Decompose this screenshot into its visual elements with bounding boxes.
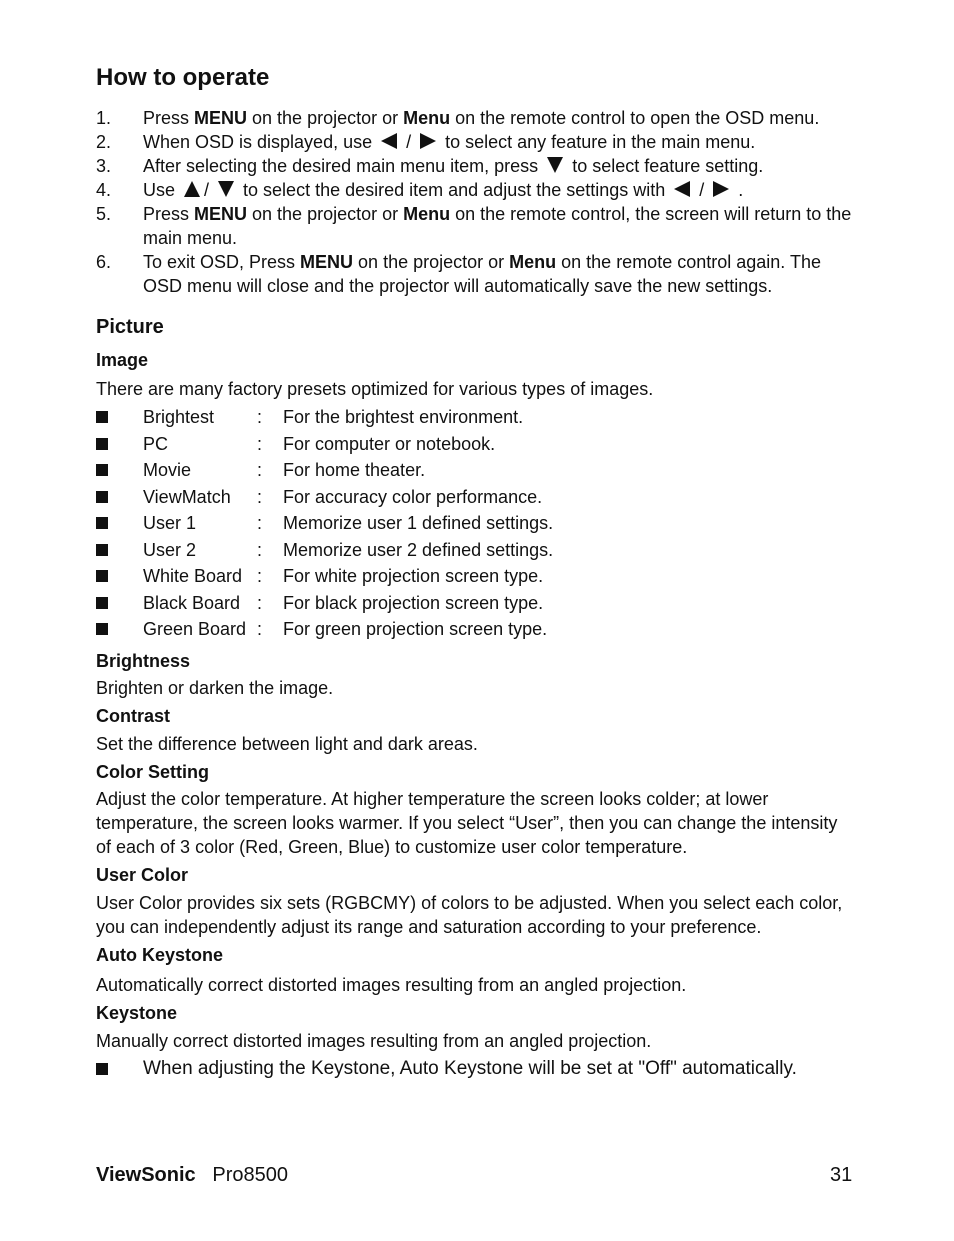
page-number: 31 [830, 1164, 853, 1186]
step-3 [96, 154, 856, 178]
menu-key: Menu [509, 252, 557, 272]
note-text: When adjusting the Keystone, Auto Keystone will be set at "Off" automatically. [143, 1058, 797, 1079]
colon: : [257, 539, 263, 560]
bullet-icon [96, 491, 108, 503]
preset-name: Movie [143, 460, 192, 480]
separator: / [694, 180, 710, 200]
list-item [96, 590, 553, 617]
step-text: on the projector or [353, 252, 510, 272]
list-item [96, 404, 553, 431]
bullet-icon [96, 517, 108, 529]
colon: : [257, 433, 263, 454]
bullet-icon [96, 570, 108, 582]
list-item [96, 510, 553, 537]
step-text: on the projector or [247, 204, 404, 224]
preset-name: White Board [143, 566, 243, 586]
step-text: to select feature setting. [567, 156, 764, 176]
brand-name: ViewSonic [96, 1164, 196, 1186]
colon: : [257, 619, 263, 639]
preset-name: User 2 [143, 539, 197, 560]
up-arrow-icon [184, 181, 200, 197]
step-number: 5. [96, 204, 112, 224]
preset-desc: For the brightest environment. [283, 407, 524, 427]
down-arrow-icon [547, 157, 563, 173]
step-4 [96, 178, 856, 202]
step-5 [96, 202, 856, 250]
colon: : [257, 513, 263, 533]
colon: : [257, 486, 263, 507]
keystone-description: Manually correct distorted images resulting from an angled projection. [96, 1031, 652, 1051]
step-text: Press [143, 204, 195, 224]
preset-name: Brightest [143, 407, 215, 427]
bullet-icon [96, 597, 108, 609]
list-item [96, 563, 553, 590]
separator: / [401, 132, 417, 152]
step-number: 4. [96, 180, 112, 200]
step-text: Press [143, 108, 195, 128]
list-item [96, 457, 553, 484]
preset-desc: For white projection screen type. [283, 566, 544, 586]
contrast-description: Set the difference between light and dark areas. [96, 734, 478, 754]
steps-list [96, 106, 856, 298]
right-arrow-icon [420, 133, 436, 149]
step-number: 1. [96, 108, 112, 128]
right-arrow-icon [713, 181, 729, 197]
step-text: . [733, 180, 744, 200]
list-item [96, 616, 553, 643]
preset-desc: For home theater. [283, 460, 426, 480]
brightness-description: Brighten or darken the image. [96, 678, 334, 698]
step-1 [96, 106, 856, 130]
step-text: To exit OSD, Press [143, 252, 301, 272]
preset-desc: For green projection screen type. [283, 619, 548, 639]
preset-desc: For black projection screen type. [283, 592, 544, 613]
menu-key: Menu [403, 108, 451, 128]
heading-image: Image [96, 350, 149, 370]
auto-keystone-description: Automatically correct distorted images resulting from an angled projection. [96, 975, 687, 995]
heading-auto-keystone: Auto Keystone [96, 945, 224, 965]
menu-key: Menu [403, 204, 451, 224]
menu-key: MENU [300, 252, 354, 272]
list-item [96, 484, 553, 511]
colon: : [257, 407, 263, 427]
heading-color-setting: Color Setting [96, 762, 209, 782]
preset-name: PC [143, 433, 169, 454]
step-text: to select the desired item and adjust the settings with [238, 180, 671, 200]
heading-contrast: Contrast [96, 706, 171, 726]
step-text: on the projector or [247, 108, 404, 128]
preset-desc: Memorize user 1 defined settings. [283, 513, 554, 533]
step-text: on the remote control, the screen will return to the main menu. [143, 204, 852, 248]
heading-user-color: User Color [96, 865, 189, 885]
menu-key: MENU [194, 204, 248, 224]
colon: : [257, 460, 263, 480]
step-text: After selecting the desired main menu item, press [143, 156, 544, 176]
step-number: 6. [96, 252, 112, 272]
colon: : [257, 592, 263, 613]
separator: / [204, 180, 215, 200]
colon: : [257, 566, 263, 586]
step-text: to select any feature in the main menu. [440, 132, 756, 152]
preset-name: Black Board [143, 592, 241, 613]
bullet-icon [96, 438, 108, 450]
image-description: There are many factory presets optimized for various types of images. [96, 379, 654, 399]
bullet-icon [96, 411, 108, 423]
footer [96, 1164, 288, 1187]
heading-picture: Picture [96, 316, 164, 338]
left-arrow-icon [381, 133, 397, 149]
step-6 [96, 250, 856, 298]
model-name: Pro8500 [212, 1164, 288, 1186]
color-setting-description: Adjust the color temperature. At higher temperature the screen looks colder; at lower temperature, the screen looks warmer. If you select “User”, then you can change the intensity of each of 3 color (Red, Green, Blue) to customize user color temperature. [96, 789, 838, 857]
left-arrow-icon [674, 181, 690, 197]
list-item [96, 431, 553, 458]
bullet-icon [96, 1063, 108, 1075]
step-text: When OSD is displayed, use [143, 132, 378, 152]
step-text: on the remote control again. The OSD menu will close and the projector will automatically save the new settings. [143, 252, 821, 296]
bullet-icon [96, 464, 108, 476]
list-item [96, 537, 553, 564]
preset-desc: Memorize user 2 defined settings. [283, 539, 554, 560]
preset-desc: For computer or notebook. [283, 433, 496, 454]
keystone-note [96, 1057, 797, 1081]
bullet-icon [96, 623, 108, 635]
preset-name: ViewMatch [143, 486, 231, 507]
preset-list [96, 404, 553, 643]
heading-keystone: Keystone [96, 1003, 178, 1023]
preset-name: User 1 [143, 513, 197, 533]
bullet-icon [96, 544, 108, 556]
step-number: 3. [96, 156, 112, 176]
step-2 [96, 130, 856, 154]
heading-how-to-operate: How to operate [96, 64, 270, 91]
step-number: 2. [96, 132, 112, 152]
step-text: Use [143, 180, 181, 200]
menu-key: MENU [194, 108, 248, 128]
down-arrow-icon [218, 181, 234, 197]
user-color-description: User Color provides six sets (RGBCMY) of colors to be adjusted. When you select each color, you can independently adjust its range and saturation according to your preference. [96, 893, 843, 937]
preset-desc: For accuracy color performance. [283, 486, 543, 507]
heading-brightness: Brightness [96, 651, 191, 671]
preset-name: Green Board [143, 619, 247, 639]
step-text: on the remote control to open the OSD menu. [450, 108, 820, 128]
